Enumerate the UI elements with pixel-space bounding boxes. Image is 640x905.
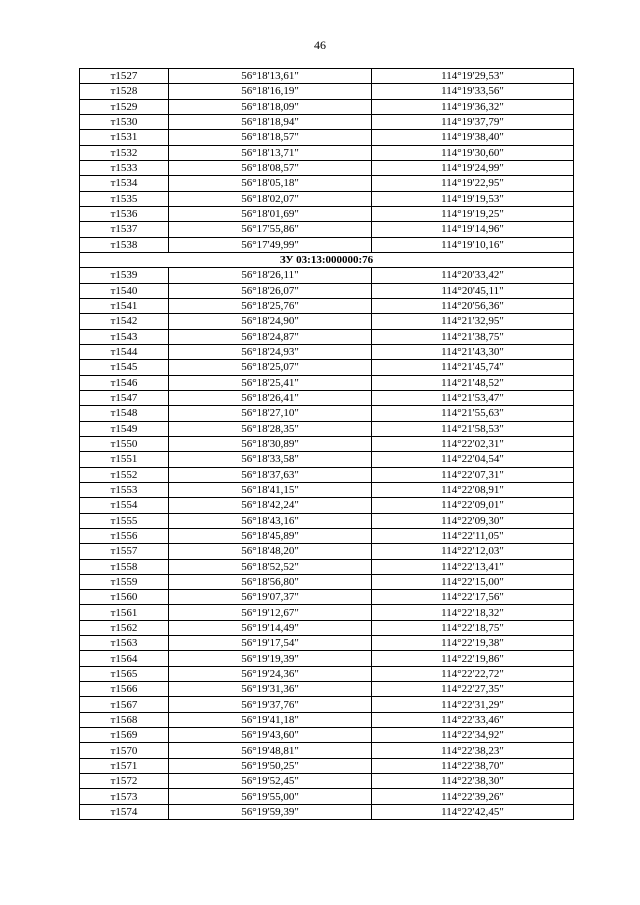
longitude-cell: 114°22'13,41" [372,559,574,574]
table-row [80,160,574,175]
latitude-cell: 56°18'05,18" [169,176,372,191]
longitude-cell: 114°22'22,72" [372,666,574,681]
latitude-cell: 56°19'50,25" [169,758,372,773]
longitude-cell: 114°22'07,31" [372,467,574,482]
point-id-cell: т1545 [80,360,169,375]
longitude-cell: 114°19'36,32" [372,99,574,114]
table-row [80,605,574,620]
longitude-cell: 114°21'55,63" [372,406,574,421]
longitude-cell: 114°22'15,00" [372,574,574,589]
longitude-cell: 114°20'56,36" [372,298,574,313]
longitude-cell: 114°22'18,75" [372,620,574,635]
point-id-cell: т1568 [80,712,169,727]
point-id-cell: т1567 [80,697,169,712]
latitude-cell: 56°18'52,52" [169,559,372,574]
latitude-cell: 56°19'48,81" [169,743,372,758]
point-id-cell: т1572 [80,774,169,789]
table-row [80,130,574,145]
point-id-cell: т1557 [80,544,169,559]
point-id-cell: т1529 [80,99,169,114]
point-id-cell: т1570 [80,743,169,758]
point-id-cell: т1562 [80,620,169,635]
longitude-cell: 114°19'10,16" [372,237,574,252]
longitude-cell: 114°19'37,79" [372,114,574,129]
latitude-cell: 56°18'43,16" [169,513,372,528]
latitude-cell: 56°19'43,60" [169,728,372,743]
latitude-cell: 56°19'37,76" [169,697,372,712]
table-row [80,467,574,482]
table-row [80,620,574,635]
latitude-cell: 56°18'18,57" [169,130,372,145]
table-row [80,482,574,497]
longitude-cell: 114°21'38,75" [372,329,574,344]
point-id-cell: т1564 [80,651,169,666]
table-row [80,390,574,405]
latitude-cell: 56°18'27,10" [169,406,372,421]
table-row [80,498,574,513]
table-row [80,651,574,666]
point-id-cell: т1544 [80,344,169,359]
table-row [80,743,574,758]
latitude-cell: 56°18'24,87" [169,329,372,344]
longitude-cell: 114°19'19,25" [372,206,574,221]
longitude-cell: 114°19'22,95" [372,176,574,191]
longitude-cell: 114°21'58,53" [372,421,574,436]
latitude-cell: 56°18'25,41" [169,375,372,390]
longitude-cell: 114°22'39,26" [372,789,574,804]
longitude-cell: 114°21'32,95" [372,314,574,329]
latitude-cell: 56°18'41,15" [169,482,372,497]
latitude-cell: 56°18'08,57" [169,160,372,175]
table-row [80,758,574,773]
latitude-cell: 56°19'07,37" [169,590,372,605]
section-header-row [80,252,574,267]
latitude-cell: 56°17'49,99" [169,237,372,252]
latitude-cell: 56°19'55,00" [169,789,372,804]
table-row [80,114,574,129]
latitude-cell: 56°18'18,94" [169,114,372,129]
latitude-cell: 56°18'01,69" [169,206,372,221]
longitude-cell: 114°22'42,45" [372,804,574,819]
table-row [80,712,574,727]
table-row [80,789,574,804]
longitude-cell: 114°22'19,38" [372,636,574,651]
table-row [80,728,574,743]
table-row [80,574,574,589]
point-id-cell: т1535 [80,191,169,206]
longitude-cell: 114°21'45,74" [372,360,574,375]
table-row [80,452,574,467]
latitude-cell: 56°18'28,35" [169,421,372,436]
table-row [80,436,574,451]
point-id-cell: т1549 [80,421,169,436]
latitude-cell: 56°18'18,09" [169,99,372,114]
point-id-cell: т1573 [80,789,169,804]
latitude-cell: 56°19'59,39" [169,804,372,819]
latitude-cell: 56°19'17,54" [169,636,372,651]
table-row [80,774,574,789]
latitude-cell: 56°19'12,67" [169,605,372,620]
point-id-cell: т1546 [80,375,169,390]
point-id-cell: т1569 [80,728,169,743]
point-id-cell: т1533 [80,160,169,175]
longitude-cell: 114°22'38,23" [372,743,574,758]
point-id-cell: т1536 [80,206,169,221]
latitude-cell: 56°18'42,24" [169,498,372,513]
point-id-cell: т1561 [80,605,169,620]
longitude-cell: 114°22'31,29" [372,697,574,712]
table-row [80,237,574,252]
point-id-cell: т1538 [80,237,169,252]
coordinates-table [79,68,574,820]
latitude-cell: 56°18'30,89" [169,436,372,451]
table-row [80,69,574,84]
point-id-cell: т1571 [80,758,169,773]
point-id-cell: т1555 [80,513,169,528]
latitude-cell: 56°19'31,36" [169,682,372,697]
point-id-cell: т1541 [80,298,169,313]
point-id-cell: т1574 [80,804,169,819]
latitude-cell: 56°18'13,71" [169,145,372,160]
longitude-cell: 114°22'19,86" [372,651,574,666]
latitude-cell: 56°18'56,80" [169,574,372,589]
point-id-cell: т1563 [80,636,169,651]
latitude-cell: 56°18'24,93" [169,344,372,359]
point-id-cell: т1552 [80,467,169,482]
latitude-cell: 56°18'02,07" [169,191,372,206]
latitude-cell: 56°19'14,49" [169,620,372,635]
longitude-cell: 114°19'14,96" [372,222,574,237]
page-number: 46 [314,38,326,52]
longitude-cell: 114°22'38,30" [372,774,574,789]
longitude-cell: 114°19'24,99" [372,160,574,175]
table-row [80,176,574,191]
point-id-cell: т1548 [80,406,169,421]
point-id-cell: т1560 [80,590,169,605]
point-id-cell: т1534 [80,176,169,191]
longitude-cell: 114°22'12,03" [372,544,574,559]
longitude-cell: 114°20'33,42" [372,268,574,283]
table-row [80,314,574,329]
point-id-cell: т1530 [80,114,169,129]
point-id-cell: т1542 [80,314,169,329]
point-id-cell: т1554 [80,498,169,513]
point-id-cell: т1551 [80,452,169,467]
point-id-cell: т1553 [80,482,169,497]
longitude-cell: 114°22'18,32" [372,605,574,620]
longitude-cell: 114°19'19,53" [372,191,574,206]
longitude-cell: 114°19'38,40" [372,130,574,145]
latitude-cell: 56°18'26,07" [169,283,372,298]
table-row [80,406,574,421]
latitude-cell: 56°18'45,89" [169,528,372,543]
longitude-cell: 114°22'09,30" [372,513,574,528]
longitude-cell: 114°19'29,53" [372,69,574,84]
longitude-cell: 114°22'34,92" [372,728,574,743]
table-row [80,528,574,543]
table-row [80,360,574,375]
latitude-cell: 56°18'48,20" [169,544,372,559]
longitude-cell: 114°22'38,70" [372,758,574,773]
latitude-cell: 56°18'26,11" [169,268,372,283]
longitude-cell: 114°19'33,56" [372,84,574,99]
latitude-cell: 56°19'41,18" [169,712,372,727]
latitude-cell: 56°17'55,86" [169,222,372,237]
latitude-cell: 56°18'24,90" [169,314,372,329]
point-id-cell: т1532 [80,145,169,160]
point-id-cell: т1566 [80,682,169,697]
table-row [80,329,574,344]
point-id-cell: т1531 [80,130,169,145]
table-row [80,636,574,651]
table-row [80,559,574,574]
latitude-cell: 56°19'24,36" [169,666,372,681]
point-id-cell: т1543 [80,329,169,344]
table-row [80,666,574,681]
longitude-cell: 114°19'30,60" [372,145,574,160]
latitude-cell: 56°18'16,19" [169,84,372,99]
table-row [80,697,574,712]
table-row [80,544,574,559]
latitude-cell: 56°18'33,58" [169,452,372,467]
table-row [80,682,574,697]
point-id-cell: т1540 [80,283,169,298]
point-id-cell: т1550 [80,436,169,451]
table-row [80,344,574,359]
point-id-cell: т1537 [80,222,169,237]
table-row [80,298,574,313]
longitude-cell: 114°20'45,11" [372,283,574,298]
longitude-cell: 114°21'53,47" [372,390,574,405]
point-id-cell: т1558 [80,559,169,574]
table-row [80,206,574,221]
table-row [80,375,574,390]
point-id-cell: т1527 [80,69,169,84]
section-title: ЗУ 03:13:000000:76 [80,252,574,267]
latitude-cell: 56°18'26,41" [169,390,372,405]
latitude-cell: 56°19'19,39" [169,651,372,666]
point-id-cell: т1547 [80,390,169,405]
longitude-cell: 114°22'02,31" [372,436,574,451]
latitude-cell: 56°18'37,63" [169,467,372,482]
longitude-cell: 114°22'11,05" [372,528,574,543]
latitude-cell: 56°18'25,07" [169,360,372,375]
coordinates-table-body [80,69,574,820]
point-id-cell: т1528 [80,84,169,99]
table-row [80,145,574,160]
latitude-cell: 56°18'25,76" [169,298,372,313]
table-row [80,191,574,206]
point-id-cell: т1539 [80,268,169,283]
longitude-cell: 114°22'09,01" [372,498,574,513]
longitude-cell: 114°21'48,52" [372,375,574,390]
table-row [80,222,574,237]
latitude-cell: 56°18'13,61" [169,69,372,84]
longitude-cell: 114°22'33,46" [372,712,574,727]
latitude-cell: 56°19'52,45" [169,774,372,789]
table-row [80,268,574,283]
longitude-cell: 114°21'43,30" [372,344,574,359]
longitude-cell: 114°22'17,56" [372,590,574,605]
longitude-cell: 114°22'27,35" [372,682,574,697]
point-id-cell: т1559 [80,574,169,589]
table-row [80,513,574,528]
longitude-cell: 114°22'04,54" [372,452,574,467]
table-row [80,84,574,99]
table-row [80,804,574,819]
table-row [80,421,574,436]
table-row [80,99,574,114]
point-id-cell: т1556 [80,528,169,543]
table-row [80,590,574,605]
point-id-cell: т1565 [80,666,169,681]
longitude-cell: 114°22'08,91" [372,482,574,497]
table-row [80,283,574,298]
